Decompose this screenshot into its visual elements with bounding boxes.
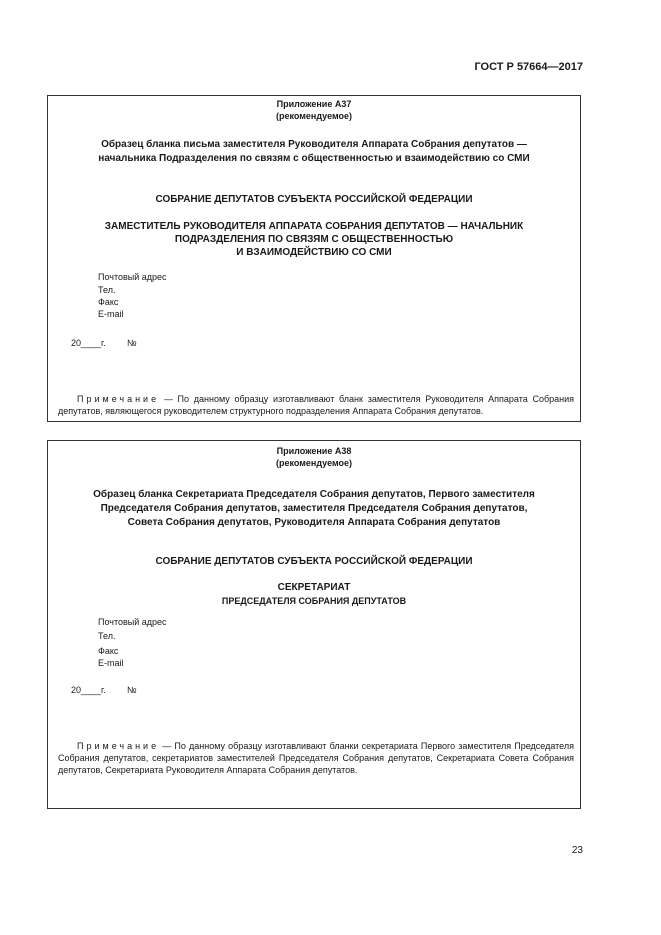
note-label: Примечание	[77, 394, 160, 404]
contact-fax: Факс	[98, 646, 119, 656]
appendix-title: Приложение А37	[276, 99, 352, 109]
appendix-title: Приложение А38	[276, 446, 352, 456]
contact-postal: Почтовый адрес	[98, 617, 167, 627]
appendix-a38-frame	[47, 440, 581, 809]
date-line: 20____г.	[71, 338, 106, 348]
sample-heading-line: Образец бланка Секретариата Председателя Собрания депутатов, Первого заместителя	[93, 489, 535, 500]
unit-subtitle: ПРЕДСЕДАТЕЛЯ СОБРАНИЯ ДЕПУТАТОВ	[221, 596, 407, 606]
position-line: ЗАМЕСТИТЕЛЬ РУКОВОДИТЕЛЯ АППАРАТА СОБРАНИЯ ДЕПУТАТОВ — НАЧАЛЬНИК	[104, 221, 524, 232]
number-sign: №	[127, 338, 137, 348]
date-line: 20____г.	[71, 685, 106, 695]
contact-phone: Тел.	[98, 285, 116, 295]
position-line: И ВЗАИМОДЕЙСТВИЮ СО СМИ	[236, 247, 392, 258]
sample-heading-line: начальника Подразделения по связям с общественностью и взаимодействию со СМИ	[98, 153, 530, 164]
appendix-status: (рекомендуемое)	[276, 111, 352, 121]
note-label: Примечание	[77, 741, 160, 751]
page-number: 23	[571, 845, 583, 856]
contact-postal: Почтовый адрес	[98, 272, 167, 282]
position-line: ПОДРАЗДЕЛЕНИЯ ПО СВЯЗЯМ С ОБЩЕСТВЕННОСТЬЮ	[174, 234, 454, 245]
contact-phone: Тел.	[98, 631, 116, 641]
note-text: — По данному образцу изготавливают бланк заместителя Руководителя Аппарата Собрания депутатов, являющегося руководителем структурного подразделения Аппарата Собрания депутатов.	[58, 394, 574, 416]
sample-heading-line: Образец бланка письма заместителя Руководителя Аппарата Собрания депутатов —	[101, 139, 527, 150]
note-text: — По данному образцу изготавливают бланки секретариата Первого заместителя Председателя Собрания депутатов, секретариатов заместителей Председателя Собрания депутатов, Секретариата Совета Собрания депутатов, Секретариата Руководителя Аппарата Собрания депутатов.	[58, 741, 574, 775]
note	[58, 740, 574, 776]
sample-heading-line: Председателя Собрания депутатов, заместителя Председателя Собрания депутатов,	[100, 503, 528, 514]
organization-name: СОБРАНИЕ ДЕПУТАТОВ СУБЪЕКТА РОССИЙСКОЙ ФЕДЕРАЦИИ	[155, 556, 473, 567]
appendix-status: (рекомендуемое)	[276, 458, 352, 468]
contact-email: E-mail	[98, 309, 124, 319]
number-sign: №	[127, 685, 137, 695]
note	[58, 393, 574, 417]
contact-fax: Факс	[98, 297, 119, 307]
organization-name: СОБРАНИЕ ДЕПУТАТОВ СУБЪЕКТА РОССИЙСКОЙ ФЕДЕРАЦИИ	[155, 194, 473, 205]
sample-heading-line: Совета Собрания депутатов, Руководителя Аппарата Собрания депутатов	[127, 517, 501, 528]
appendix-a37-frame	[47, 95, 581, 422]
document-code: ГОСТ Р 57664—2017	[474, 61, 583, 73]
contact-email: E-mail	[98, 658, 124, 668]
unit-name: СЕКРЕТАРИАТ	[277, 582, 351, 593]
